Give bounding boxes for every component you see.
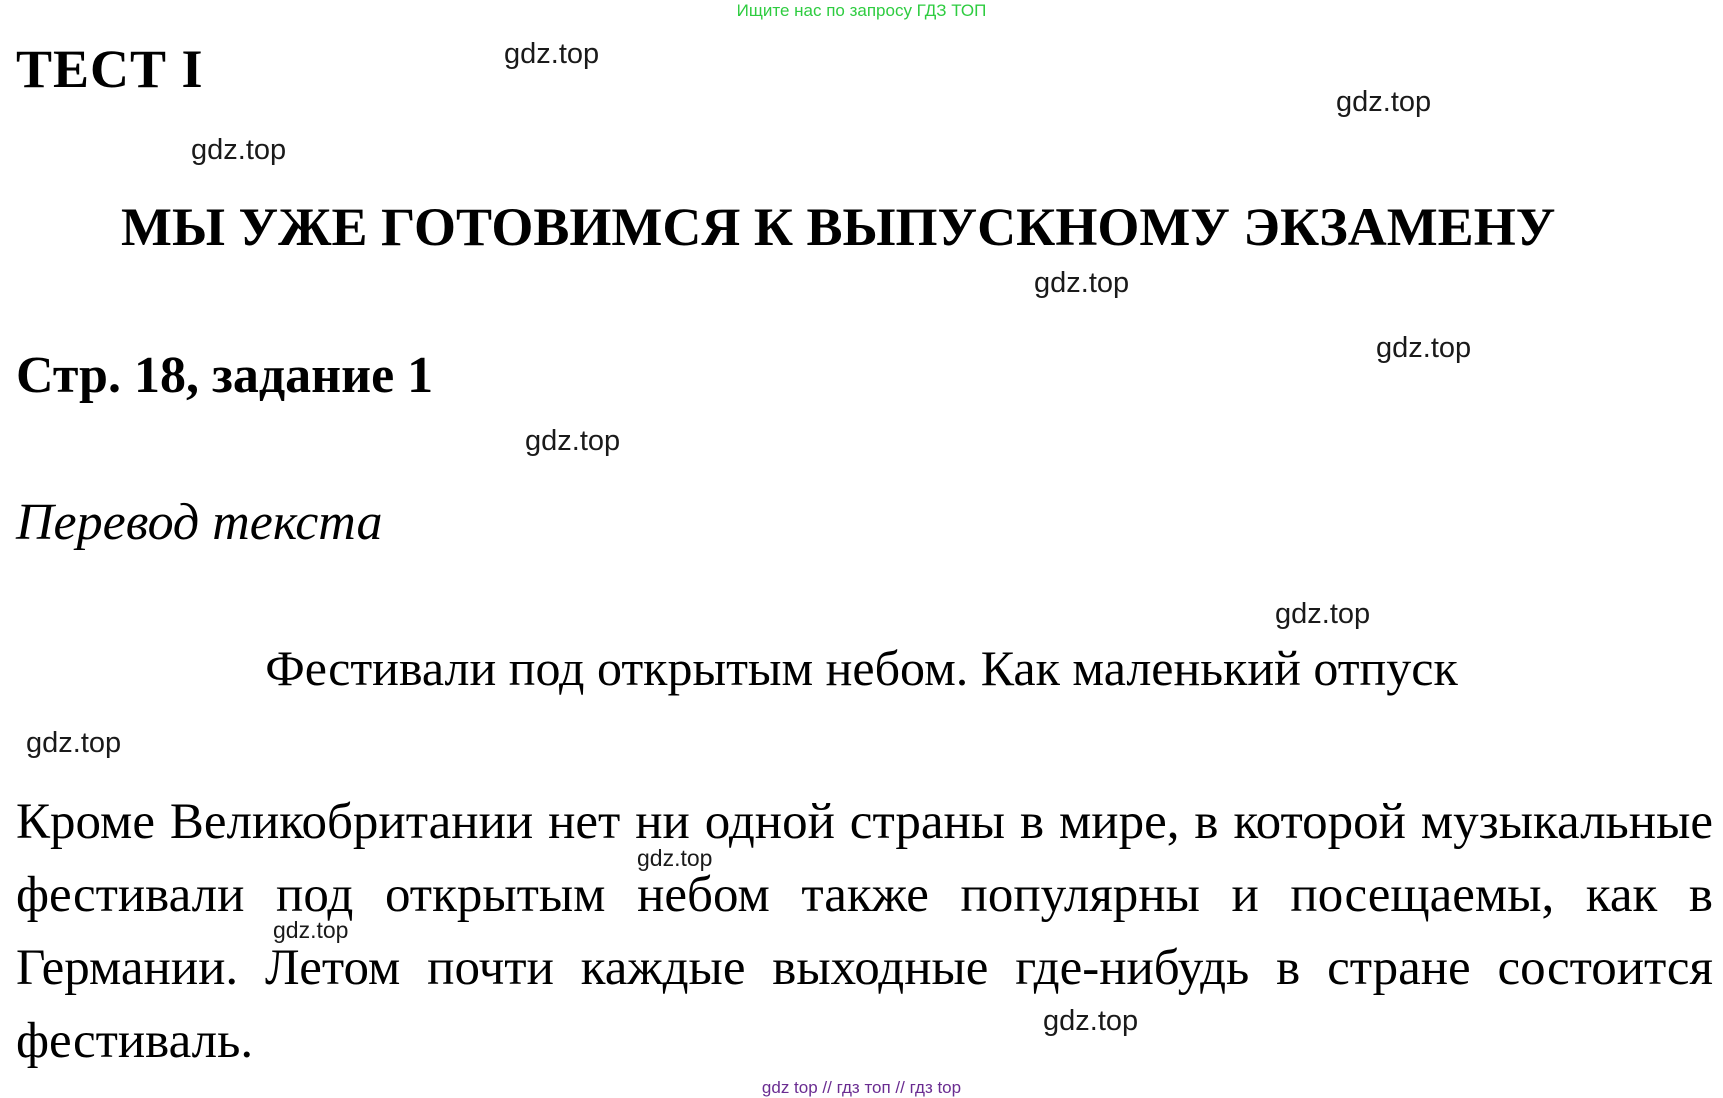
test-title: ТЕСТ I xyxy=(16,39,204,99)
top-notice: Ищите нас по запросу ГДЗ ТОП xyxy=(736,1,987,20)
watermark: gdz.top xyxy=(1376,332,1472,364)
watermark: gdz.top xyxy=(525,425,621,457)
subtitle: Перевод текста xyxy=(16,494,383,551)
watermark: gdz.top xyxy=(637,845,713,871)
watermark: gdz.top xyxy=(1275,598,1371,630)
watermark: gdz.top xyxy=(26,727,122,759)
watermark: gdz.top xyxy=(273,917,349,943)
watermark: gdz.top xyxy=(1043,1005,1139,1037)
task-title: Стр. 18, задание 1 xyxy=(16,347,434,404)
watermark: gdz.top xyxy=(1336,86,1432,118)
text-title: Фестивали под открытым небом. Как маленький отпуск xyxy=(265,640,1458,696)
body-text: Кроме Великобритании нет ни одной страны в мире, в которой музыкальные фестивали под открытым небом также популярны и посещаемы, как в Германии. Летом почти каждые выходные где-нибудь в стране состоится фестиваль. xyxy=(16,794,1713,1069)
footer: gdz top // гдз топ // гдз top xyxy=(761,1078,962,1097)
watermark: gdz.top xyxy=(504,38,600,70)
section-title: МЫ УЖЕ ГОТОВИМСЯ К ВЫПУСКНОМУ ЭКЗАМЕНУ xyxy=(121,197,1556,257)
watermark: gdz.top xyxy=(1034,267,1130,299)
watermark: gdz.top xyxy=(191,134,287,166)
